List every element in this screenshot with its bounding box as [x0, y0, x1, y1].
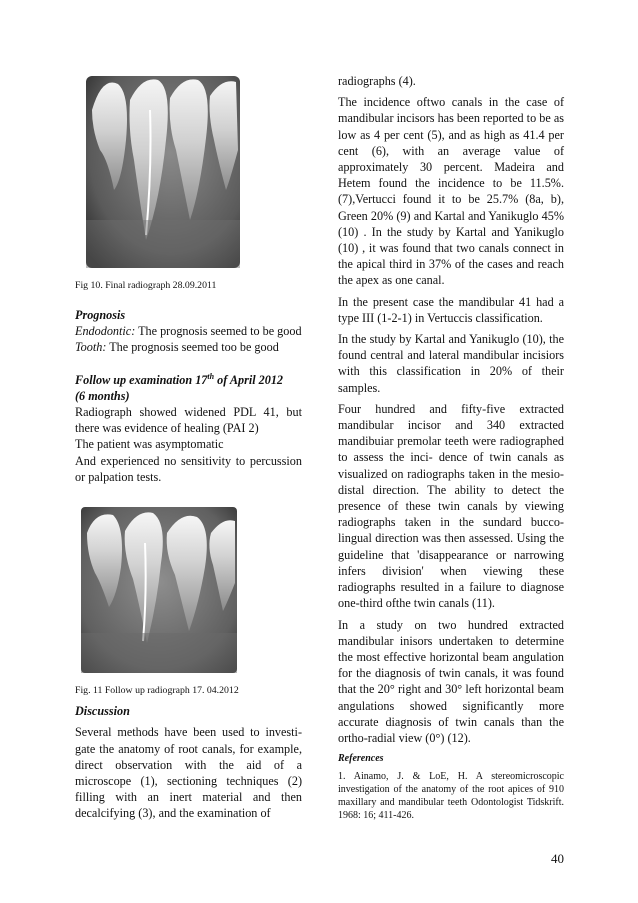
followup-text-1: Radiograph showed widened PDL 41, but there was evidence of healing (PAI 2): [75, 405, 302, 436]
reference-1: 1. Ainamo, J. & LoE, H. A stereomicroscopic investigation of the anatomy of the root apices of 910 maxillary and mandibular teeth Odontologist Tidskrift. 1968: 16; 411-426.: [338, 771, 564, 822]
discussion-heading: Discussion: [75, 704, 130, 719]
followup-heading: [75, 369, 302, 388]
prognosis-tooth: [75, 339, 302, 355]
page-number: 40: [551, 851, 564, 866]
followup-heading-duration: (6 months): [75, 388, 130, 403]
followup-text-2: The patient was asymptomatic: [75, 437, 224, 452]
paragraph-incidence: The incidence oftwo canals in the case of mandibular incisors has been reported to be as low as 4 per cent (5), and as high as 41.4 per cent (6), with an average value of approximately 30 percent. Madeira and Hetem found the incidence to be 11.5%. (7),Vertucci found it to be 25.7% (8a, b), Green 20% (9) and Kartal and Yanikuglo 45%(10) . In the study by Kartal and Yanikuglo (10) , it was found that two canals connect in the apical third in 37% of the cases and reach the apex as one canal.: [338, 95, 564, 288]
followup-text-3: And experienced no sensitivity to percussion or palpation tests.: [75, 453, 302, 484]
paragraph-extracted-teeth: Four hundred and fifty-five extracted mandibular incisor and 340 extracted mandibuiar premolar teeth were radiographed to assess the inci- dence of twin canals as visualized on radiographs taken in the mesio-distal direction. The ability to detect the presence of these twin canals by viewing radiographs taken in the sundard bucco-lingual direction was then assessed. Using the guideline that 'disappearance or narrowing infers division' when viewing these radiographs resulted in a failure to diagnose one-third ofthe twin canals (11).: [338, 401, 564, 611]
discussion-text: Several methods have been used to investi-gate the anatomy of root canals, for example, direct observation with the aid of a microscope (1), sectioning techniques (2) filling with an inert material and then decalcifying (3), and the examination of: [75, 725, 302, 821]
paragraph-present-case: In the present case the mandibular 41 had a type III (1-2-1) in Vertuccis classification.: [338, 294, 564, 325]
prognosis-heading: Prognosis: [75, 308, 126, 322]
paragraph-radiographs: radiographs (4).: [338, 74, 416, 88]
tooth-label: Tooth:: [75, 340, 107, 355]
figure-10-radiograph: [80, 70, 246, 272]
references-heading: References: [338, 753, 384, 765]
endodontic-label: Endodontic:: [75, 324, 136, 339]
followup-heading-date: of April 2012: [214, 372, 284, 387]
followup-heading-sup: th: [207, 371, 215, 381]
prognosis-endodontic: [75, 323, 302, 339]
radiograph-image-2: [77, 503, 241, 677]
right-column: [338, 70, 564, 822]
figure-11-radiograph: [77, 503, 241, 677]
paragraph-beam-angulation: In a study on two hundred extracted mandibular inisors undertaken to determine the most effective horizontal beam angulation for the diagnosis of twin canals, it was found that the 20° right and 30° left horizontal beam angulations showed significantly more accurate diagnosis of twin canals than the ortho-radial view (0°) (12).: [338, 617, 564, 745]
radiograph-image-1: [80, 70, 246, 272]
paragraph-kartal-study: In the study by Kartal and Yanikuglo (10), the found central and lateral mandibular incisiors with this classification in 20% of their samples.: [338, 332, 564, 395]
figure-10-caption: Fig 10. Final radiograph 28.09.2011: [75, 280, 217, 291]
followup-heading-main: Follow up examination 17: [75, 372, 208, 387]
endodontic-text: The prognosis seemed to be good: [135, 324, 302, 339]
figure-11-caption: Fig. 11 Follow up radiograph 17. 04.2012: [75, 685, 239, 697]
left-column: [75, 70, 302, 822]
tooth-text: The prognosis seemed too be good: [106, 340, 279, 355]
